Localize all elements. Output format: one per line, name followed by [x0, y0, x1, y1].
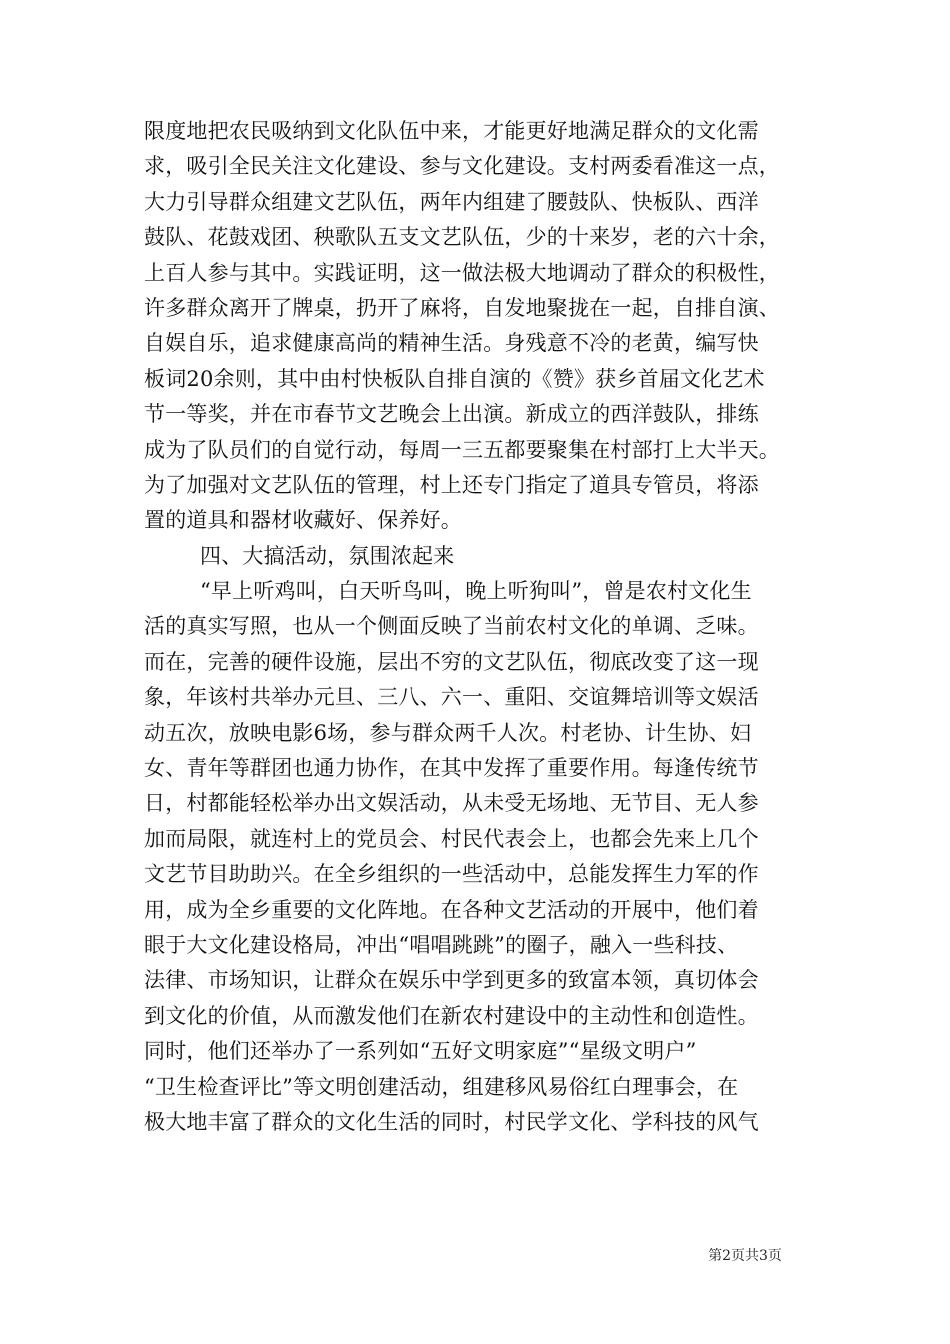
- text-line: 上百人参与其中。实践证明，这一做法极大地调动了群众的积极性，: [144, 260, 780, 285]
- text-line: 女、青年等群团也通力协作，在其中发挥了重要作用。每逢传统节: [144, 756, 759, 781]
- text-line: 许多群众离开了牌桌，扔开了麻将，自发地聚拢在一起，自排自演、: [144, 295, 780, 320]
- text-line: 活的真实写照，也从一个侧面反映了当前农村文化的单调、乏味。: [144, 614, 759, 639]
- text-line: “卫生检查评比”等文明创建活动，组建移风易俗红白理事会，在: [144, 1074, 739, 1099]
- text-line: 而在，完善的硬件设施，层出不穷的文艺队伍，彻底改变了这一现: [144, 649, 759, 674]
- text-line: 象，年该村共举办元旦、三八、六一、重阳、交谊舞培训等文娱活: [144, 685, 759, 710]
- text-line: 加而局限，就连村上的党员会、村民代表会上，也都会先来上几个: [144, 826, 759, 851]
- text-line: 法律、市场知识，让群众在娱乐中学到更多的致富本领，真切体会: [144, 968, 759, 993]
- text-line: 同时，他们还举办了一系列如“五好文明家庭”“星级文明户”: [144, 1039, 697, 1064]
- text-line: 眼于大文化建设格局，冲出“唱唱跳跳”的圈子，融入一些科技、: [144, 932, 739, 957]
- text-line: 节一等奖，并在市春节文艺晚会上出演。新成立的西洋鼓队，排练: [144, 402, 759, 427]
- text-line: 用，成为全乡重要的文化阵地。在各种文艺活动的开展中，他们着: [144, 897, 759, 922]
- text-line: 鼓队、花鼓戏团、秧歌队五支文艺队伍，少的十来岁，老的六十余，: [144, 225, 780, 250]
- text-line: 日，村都能轻松举办出文娱活动，从未受无场地、无节目、无人参: [144, 791, 759, 816]
- text-line: 动五次，放映电影6场，参与群众两千人次。村老协、计生协、妇: [144, 720, 752, 745]
- text-line: 置的道具和器材收藏好、保养好。: [144, 508, 462, 533]
- section-heading: 四、大搞活动，氛围浓起来: [200, 543, 455, 568]
- page-number-footer: 第2页共3页: [708, 1248, 782, 1264]
- text-line: 为了加强对文艺队伍的管理，村上还专门指定了道具专管员，将添: [144, 472, 759, 497]
- text-line: 自娱自乐，追求健康高尚的精神生活。身残意不冷的老黄，编写快: [144, 331, 759, 356]
- body-text: [144, 114, 814, 1140]
- text-line: 到文化的价值，从而激发他们在新农村建设中的主动性和创造性。: [144, 1003, 759, 1028]
- text-line: 成为了队员们的自觉行动，每周一三五都要聚集在村部打上大半天。: [144, 437, 780, 462]
- text-line: 文艺节目助助兴。在全乡组织的一些活动中，总能发挥生力军的作: [144, 862, 759, 887]
- text-line: 大力引导群众组建文艺队伍，两年内组建了腰鼓队、快板队、西洋: [144, 189, 759, 214]
- text-line: 极大地丰富了群众的文化生活的同时，村民学文化、学科技的风气: [144, 1109, 759, 1134]
- text-line: 板词20余则，其中由村快板队自排自演的《赞》获乡首届文化艺术: [144, 366, 765, 391]
- text-line: “早上听鸡叫，白天听鸟叫，晚上听狗叫”，曾是农村文化生: [200, 579, 752, 604]
- text-line: 限度地把农民吸纳到文化队伍中来，才能更好地满足群众的文化需: [144, 119, 759, 143]
- text-line: 求，吸引全民关注文化建设、参与文化建设。支村两委看准这一点，: [144, 154, 780, 179]
